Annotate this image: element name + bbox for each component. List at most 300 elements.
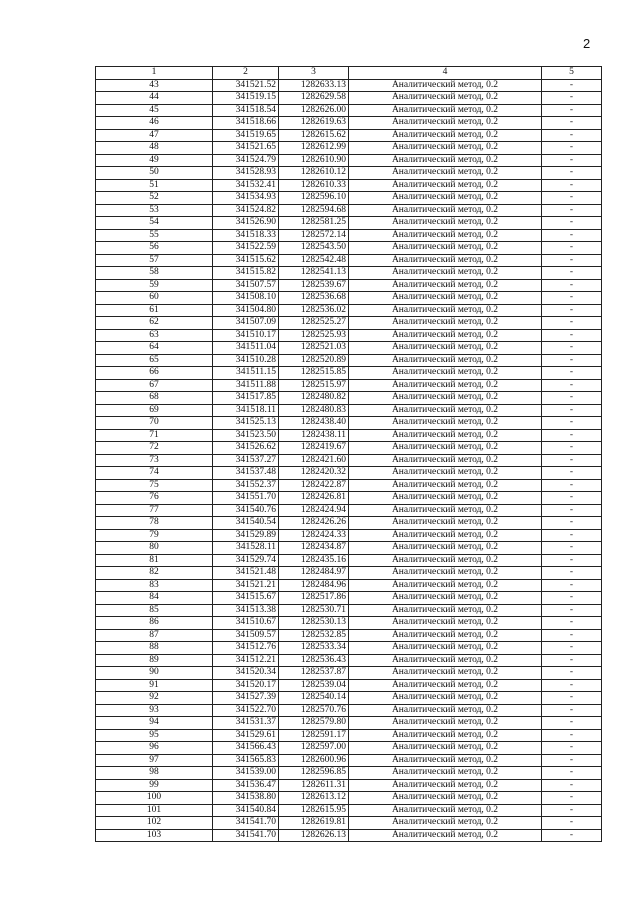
note-cell: -	[542, 92, 602, 105]
y-coordinate-cell: 1282596.85	[279, 767, 349, 780]
x-coordinate-cell: 341526.62	[213, 442, 279, 455]
table-row	[96, 117, 602, 130]
note-cell: -	[542, 817, 602, 830]
table-row	[96, 267, 602, 280]
table-row	[96, 717, 602, 730]
x-coordinate-cell: 341525.13	[213, 417, 279, 430]
y-coordinate-cell: 1282525.27	[279, 317, 349, 330]
method-cell: Аналитический метод, 0.2	[349, 367, 542, 380]
y-coordinate-cell: 1282597.00	[279, 742, 349, 755]
point-number-cell: 48	[96, 142, 213, 155]
point-number-cell: 73	[96, 454, 213, 467]
note-cell: -	[542, 454, 602, 467]
method-cell: Аналитический метод, 0.2	[349, 467, 542, 480]
column-header-1: 1	[96, 67, 213, 80]
y-coordinate-cell: 1282629.58	[279, 92, 349, 105]
y-coordinate-cell: 1282542.48	[279, 254, 349, 267]
method-cell: Аналитический метод, 0.2	[349, 142, 542, 155]
note-cell: -	[542, 142, 602, 155]
point-number-cell: 64	[96, 342, 213, 355]
point-number-cell: 52	[96, 192, 213, 205]
note-cell: -	[542, 292, 602, 305]
column-header-3: 3	[279, 67, 349, 80]
column-header-5: 5	[542, 67, 602, 80]
point-number-cell: 59	[96, 279, 213, 292]
coordinates-table	[95, 66, 602, 842]
y-coordinate-cell: 1282615.95	[279, 804, 349, 817]
table-row	[96, 317, 602, 330]
note-cell: -	[542, 117, 602, 130]
note-cell: -	[542, 329, 602, 342]
method-cell: Аналитический метод, 0.2	[349, 817, 542, 830]
y-coordinate-cell: 1282581.25	[279, 217, 349, 230]
table-row	[96, 629, 602, 642]
point-number-cell: 68	[96, 392, 213, 405]
method-cell: Аналитический метод, 0.2	[349, 579, 542, 592]
y-coordinate-cell: 1282426.26	[279, 517, 349, 530]
column-header-2: 2	[213, 67, 279, 80]
method-cell: Аналитический метод, 0.2	[349, 654, 542, 667]
point-number-cell: 98	[96, 767, 213, 780]
method-cell: Аналитический метод, 0.2	[349, 792, 542, 805]
method-cell: Аналитический метод, 0.2	[349, 779, 542, 792]
note-cell: -	[542, 79, 602, 92]
table-row	[96, 254, 602, 267]
point-number-cell: 55	[96, 229, 213, 242]
point-number-cell: 53	[96, 204, 213, 217]
x-coordinate-cell: 341513.38	[213, 604, 279, 617]
table-row	[96, 142, 602, 155]
table-row	[96, 467, 602, 480]
point-number-cell: 65	[96, 354, 213, 367]
note-cell: -	[542, 154, 602, 167]
x-coordinate-cell: 341537.27	[213, 454, 279, 467]
x-coordinate-cell: 341522.70	[213, 704, 279, 717]
method-cell: Аналитический метод, 0.2	[349, 704, 542, 717]
x-coordinate-cell: 341504.80	[213, 304, 279, 317]
method-cell: Аналитический метод, 0.2	[349, 117, 542, 130]
note-cell: -	[542, 442, 602, 455]
note-cell: -	[542, 192, 602, 205]
y-coordinate-cell: 1282521.03	[279, 342, 349, 355]
note-cell: -	[542, 592, 602, 605]
x-coordinate-cell: 341515.62	[213, 254, 279, 267]
method-cell: Аналитический метод, 0.2	[349, 192, 542, 205]
method-cell: Аналитический метод, 0.2	[349, 492, 542, 505]
note-cell: -	[542, 354, 602, 367]
point-number-cell: 58	[96, 267, 213, 280]
x-coordinate-cell: 341529.74	[213, 554, 279, 567]
note-cell: -	[542, 554, 602, 567]
y-coordinate-cell: 1282541.13	[279, 267, 349, 280]
table-row	[96, 367, 602, 380]
note-cell: -	[542, 367, 602, 380]
y-coordinate-cell: 1282530.13	[279, 617, 349, 630]
point-number-cell: 62	[96, 317, 213, 330]
point-number-cell: 70	[96, 417, 213, 430]
point-number-cell: 75	[96, 479, 213, 492]
method-cell: Аналитический метод, 0.2	[349, 154, 542, 167]
table-row	[96, 642, 602, 655]
note-cell: -	[542, 304, 602, 317]
method-cell: Аналитический метод, 0.2	[349, 167, 542, 180]
note-cell: -	[542, 492, 602, 505]
x-coordinate-cell: 341512.76	[213, 642, 279, 655]
y-coordinate-cell: 1282626.00	[279, 104, 349, 117]
x-coordinate-cell: 341511.15	[213, 367, 279, 380]
x-coordinate-cell: 341511.88	[213, 379, 279, 392]
y-coordinate-cell: 1282615.62	[279, 129, 349, 142]
x-coordinate-cell: 341534.93	[213, 192, 279, 205]
x-coordinate-cell: 341511.04	[213, 342, 279, 355]
table-row	[96, 167, 602, 180]
y-coordinate-cell: 1282540.14	[279, 692, 349, 705]
note-cell: -	[542, 167, 602, 180]
table-row	[96, 604, 602, 617]
method-cell: Аналитический метод, 0.2	[349, 767, 542, 780]
x-coordinate-cell: 341529.61	[213, 729, 279, 742]
table-row	[96, 342, 602, 355]
table-row	[96, 304, 602, 317]
x-coordinate-cell: 341507.09	[213, 317, 279, 330]
x-coordinate-cell: 341532.41	[213, 179, 279, 192]
method-cell: Аналитический метод, 0.2	[349, 292, 542, 305]
table-row	[96, 379, 602, 392]
x-coordinate-cell: 341538.80	[213, 792, 279, 805]
y-coordinate-cell: 1282520.89	[279, 354, 349, 367]
y-coordinate-cell: 1282610.33	[279, 179, 349, 192]
method-cell: Аналитический метод, 0.2	[349, 679, 542, 692]
x-coordinate-cell: 341508.10	[213, 292, 279, 305]
note-cell: -	[542, 642, 602, 655]
method-cell: Аналитический метод, 0.2	[349, 392, 542, 405]
method-cell: Аналитический метод, 0.2	[349, 79, 542, 92]
table-row	[96, 567, 602, 580]
point-number-cell: 84	[96, 592, 213, 605]
y-coordinate-cell: 1282539.67	[279, 279, 349, 292]
x-coordinate-cell: 341523.50	[213, 429, 279, 442]
point-number-cell: 60	[96, 292, 213, 305]
method-cell: Аналитический метод, 0.2	[349, 692, 542, 705]
point-number-cell: 99	[96, 779, 213, 792]
table-row	[96, 129, 602, 142]
point-number-cell: 86	[96, 617, 213, 630]
note-cell: -	[542, 567, 602, 580]
y-coordinate-cell: 1282426.81	[279, 492, 349, 505]
y-coordinate-cell: 1282633.13	[279, 79, 349, 92]
note-cell: -	[542, 267, 602, 280]
point-number-cell: 90	[96, 667, 213, 680]
y-coordinate-cell: 1282424.94	[279, 504, 349, 517]
note-cell: -	[542, 517, 602, 530]
point-number-cell: 50	[96, 167, 213, 180]
x-coordinate-cell: 341518.33	[213, 229, 279, 242]
note-cell: -	[542, 204, 602, 217]
method-cell: Аналитический метод, 0.2	[349, 379, 542, 392]
table-row	[96, 754, 602, 767]
column-header-4: 4	[349, 67, 542, 80]
note-cell: -	[542, 104, 602, 117]
point-number-cell: 79	[96, 529, 213, 542]
note-cell: -	[542, 679, 602, 692]
table-row	[96, 517, 602, 530]
table-row	[96, 692, 602, 705]
table-row	[96, 804, 602, 817]
point-number-cell: 72	[96, 442, 213, 455]
table-row	[96, 792, 602, 805]
y-coordinate-cell: 1282536.43	[279, 654, 349, 667]
point-number-cell: 56	[96, 242, 213, 255]
note-cell: -	[542, 654, 602, 667]
method-cell: Аналитический метод, 0.2	[349, 242, 542, 255]
point-number-cell: 49	[96, 154, 213, 167]
x-coordinate-cell: 341522.59	[213, 242, 279, 255]
table-row	[96, 554, 602, 567]
note-cell: -	[542, 342, 602, 355]
x-coordinate-cell: 341537.48	[213, 467, 279, 480]
note-cell: -	[542, 804, 602, 817]
point-number-cell: 88	[96, 642, 213, 655]
note-cell: -	[542, 829, 602, 842]
point-number-cell: 45	[96, 104, 213, 117]
table-row	[96, 592, 602, 605]
table-row	[96, 154, 602, 167]
table-row	[96, 404, 602, 417]
method-cell: Аналитический метод, 0.2	[349, 617, 542, 630]
method-cell: Аналитический метод, 0.2	[349, 267, 542, 280]
x-coordinate-cell: 341540.54	[213, 517, 279, 530]
method-cell: Аналитический метод, 0.2	[349, 217, 542, 230]
point-number-cell: 74	[96, 467, 213, 480]
point-number-cell: 83	[96, 579, 213, 592]
x-coordinate-cell: 341509.57	[213, 629, 279, 642]
table-row	[96, 104, 602, 117]
x-coordinate-cell: 341527.39	[213, 692, 279, 705]
method-cell: Аналитический метод, 0.2	[349, 504, 542, 517]
x-coordinate-cell: 341518.11	[213, 404, 279, 417]
point-number-cell: 81	[96, 554, 213, 567]
y-coordinate-cell: 1282596.10	[279, 192, 349, 205]
x-coordinate-cell: 341521.21	[213, 579, 279, 592]
x-coordinate-cell: 341528.11	[213, 542, 279, 555]
note-cell: -	[542, 379, 602, 392]
y-coordinate-cell: 1282610.12	[279, 167, 349, 180]
x-coordinate-cell: 341529.89	[213, 529, 279, 542]
point-number-cell: 102	[96, 817, 213, 830]
method-cell: Аналитический метод, 0.2	[349, 742, 542, 755]
y-coordinate-cell: 1282419.67	[279, 442, 349, 455]
x-coordinate-cell: 341521.52	[213, 79, 279, 92]
x-coordinate-cell: 341552.37	[213, 479, 279, 492]
note-cell: -	[542, 704, 602, 717]
note-cell: -	[542, 629, 602, 642]
point-number-cell: 67	[96, 379, 213, 392]
y-coordinate-cell: 1282435.16	[279, 554, 349, 567]
x-coordinate-cell: 341510.28	[213, 354, 279, 367]
method-cell: Аналитический метод, 0.2	[349, 717, 542, 730]
note-cell: -	[542, 317, 602, 330]
y-coordinate-cell: 1282533.34	[279, 642, 349, 655]
point-number-cell: 96	[96, 742, 213, 755]
x-coordinate-cell: 341524.79	[213, 154, 279, 167]
table-row	[96, 179, 602, 192]
x-coordinate-cell: 341541.70	[213, 829, 279, 842]
y-coordinate-cell: 1282612.99	[279, 142, 349, 155]
point-number-cell: 89	[96, 654, 213, 667]
point-number-cell: 95	[96, 729, 213, 742]
method-cell: Аналитический метод, 0.2	[349, 404, 542, 417]
table-row	[96, 192, 602, 205]
method-cell: Аналитический метод, 0.2	[349, 517, 542, 530]
point-number-cell: 94	[96, 717, 213, 730]
table-row	[96, 92, 602, 105]
x-coordinate-cell: 341524.82	[213, 204, 279, 217]
x-coordinate-cell: 341540.84	[213, 804, 279, 817]
note-cell: -	[542, 417, 602, 430]
point-number-cell: 91	[96, 679, 213, 692]
note-cell: -	[542, 229, 602, 242]
method-cell: Аналитический метод, 0.2	[349, 442, 542, 455]
y-coordinate-cell: 1282600.96	[279, 754, 349, 767]
point-number-cell: 63	[96, 329, 213, 342]
point-number-cell: 101	[96, 804, 213, 817]
point-number-cell: 103	[96, 829, 213, 842]
y-coordinate-cell: 1282525.93	[279, 329, 349, 342]
x-coordinate-cell: 341517.85	[213, 392, 279, 405]
table-row	[96, 242, 602, 255]
table-row	[96, 579, 602, 592]
point-number-cell: 100	[96, 792, 213, 805]
point-number-cell: 51	[96, 179, 213, 192]
table-header	[96, 67, 602, 80]
method-cell: Аналитический метод, 0.2	[349, 567, 542, 580]
method-cell: Аналитический метод, 0.2	[349, 454, 542, 467]
method-cell: Аналитический метод, 0.2	[349, 804, 542, 817]
table-row	[96, 442, 602, 455]
method-cell: Аналитический метод, 0.2	[349, 254, 542, 267]
method-cell: Аналитический метод, 0.2	[349, 529, 542, 542]
y-coordinate-cell: 1282572.14	[279, 229, 349, 242]
x-coordinate-cell: 341519.65	[213, 129, 279, 142]
method-cell: Аналитический метод, 0.2	[349, 667, 542, 680]
method-cell: Аналитический метод, 0.2	[349, 629, 542, 642]
method-cell: Аналитический метод, 0.2	[349, 204, 542, 217]
x-coordinate-cell: 341551.70	[213, 492, 279, 505]
table-row	[96, 492, 602, 505]
x-coordinate-cell: 341539.00	[213, 767, 279, 780]
table-row	[96, 654, 602, 667]
method-cell: Аналитический метод, 0.2	[349, 729, 542, 742]
point-number-cell: 85	[96, 604, 213, 617]
note-cell: -	[542, 404, 602, 417]
note-cell: -	[542, 392, 602, 405]
y-coordinate-cell: 1282570.76	[279, 704, 349, 717]
table-row	[96, 454, 602, 467]
method-cell: Аналитический метод, 0.2	[349, 129, 542, 142]
note-cell: -	[542, 429, 602, 442]
y-coordinate-cell: 1282434.87	[279, 542, 349, 555]
method-cell: Аналитический метод, 0.2	[349, 104, 542, 117]
x-coordinate-cell: 341512.21	[213, 654, 279, 667]
y-coordinate-cell: 1282420.32	[279, 467, 349, 480]
method-cell: Аналитический метод, 0.2	[349, 304, 542, 317]
note-cell: -	[542, 729, 602, 742]
table-row	[96, 292, 602, 305]
y-coordinate-cell: 1282484.97	[279, 567, 349, 580]
point-number-cell: 77	[96, 504, 213, 517]
point-number-cell: 44	[96, 92, 213, 105]
point-number-cell: 46	[96, 117, 213, 130]
method-cell: Аналитический метод, 0.2	[349, 554, 542, 567]
note-cell: -	[542, 767, 602, 780]
table-row	[96, 767, 602, 780]
table-row	[96, 79, 602, 92]
table-row	[96, 667, 602, 680]
table-row	[96, 417, 602, 430]
point-number-cell: 61	[96, 304, 213, 317]
note-cell: -	[542, 742, 602, 755]
note-cell: -	[542, 579, 602, 592]
table-row	[96, 329, 602, 342]
note-cell: -	[542, 529, 602, 542]
x-coordinate-cell: 341521.48	[213, 567, 279, 580]
table-row	[96, 704, 602, 717]
x-coordinate-cell: 341528.93	[213, 167, 279, 180]
note-cell: -	[542, 692, 602, 705]
table-row	[96, 392, 602, 405]
y-coordinate-cell: 1282480.83	[279, 404, 349, 417]
point-number-cell: 69	[96, 404, 213, 417]
x-coordinate-cell: 341536.47	[213, 779, 279, 792]
y-coordinate-cell: 1282536.68	[279, 292, 349, 305]
y-coordinate-cell: 1282610.90	[279, 154, 349, 167]
y-coordinate-cell: 1282438.11	[279, 429, 349, 442]
point-number-cell: 57	[96, 254, 213, 267]
y-coordinate-cell: 1282626.13	[279, 829, 349, 842]
method-cell: Аналитический метод, 0.2	[349, 592, 542, 605]
point-number-cell: 92	[96, 692, 213, 705]
method-cell: Аналитический метод, 0.2	[349, 417, 542, 430]
y-coordinate-cell: 1282422.87	[279, 479, 349, 492]
method-cell: Аналитический метод, 0.2	[349, 329, 542, 342]
table-row	[96, 779, 602, 792]
note-cell: -	[542, 604, 602, 617]
point-number-cell: 93	[96, 704, 213, 717]
x-coordinate-cell: 341521.65	[213, 142, 279, 155]
x-coordinate-cell: 341518.66	[213, 117, 279, 130]
table-row	[96, 479, 602, 492]
x-coordinate-cell: 341540.76	[213, 504, 279, 517]
table-row	[96, 729, 602, 742]
point-number-cell: 66	[96, 367, 213, 380]
y-coordinate-cell: 1282619.81	[279, 817, 349, 830]
x-coordinate-cell: 341566.43	[213, 742, 279, 755]
x-coordinate-cell: 341515.82	[213, 267, 279, 280]
point-number-cell: 43	[96, 79, 213, 92]
y-coordinate-cell: 1282515.97	[279, 379, 349, 392]
x-coordinate-cell: 341510.17	[213, 329, 279, 342]
x-coordinate-cell: 341519.15	[213, 92, 279, 105]
point-number-cell: 80	[96, 542, 213, 555]
x-coordinate-cell: 341541.70	[213, 817, 279, 830]
method-cell: Аналитический метод, 0.2	[349, 642, 542, 655]
x-coordinate-cell: 341531.37	[213, 717, 279, 730]
note-cell: -	[542, 542, 602, 555]
point-number-cell: 76	[96, 492, 213, 505]
note-cell: -	[542, 667, 602, 680]
point-number-cell: 54	[96, 217, 213, 230]
y-coordinate-cell: 1282421.60	[279, 454, 349, 467]
